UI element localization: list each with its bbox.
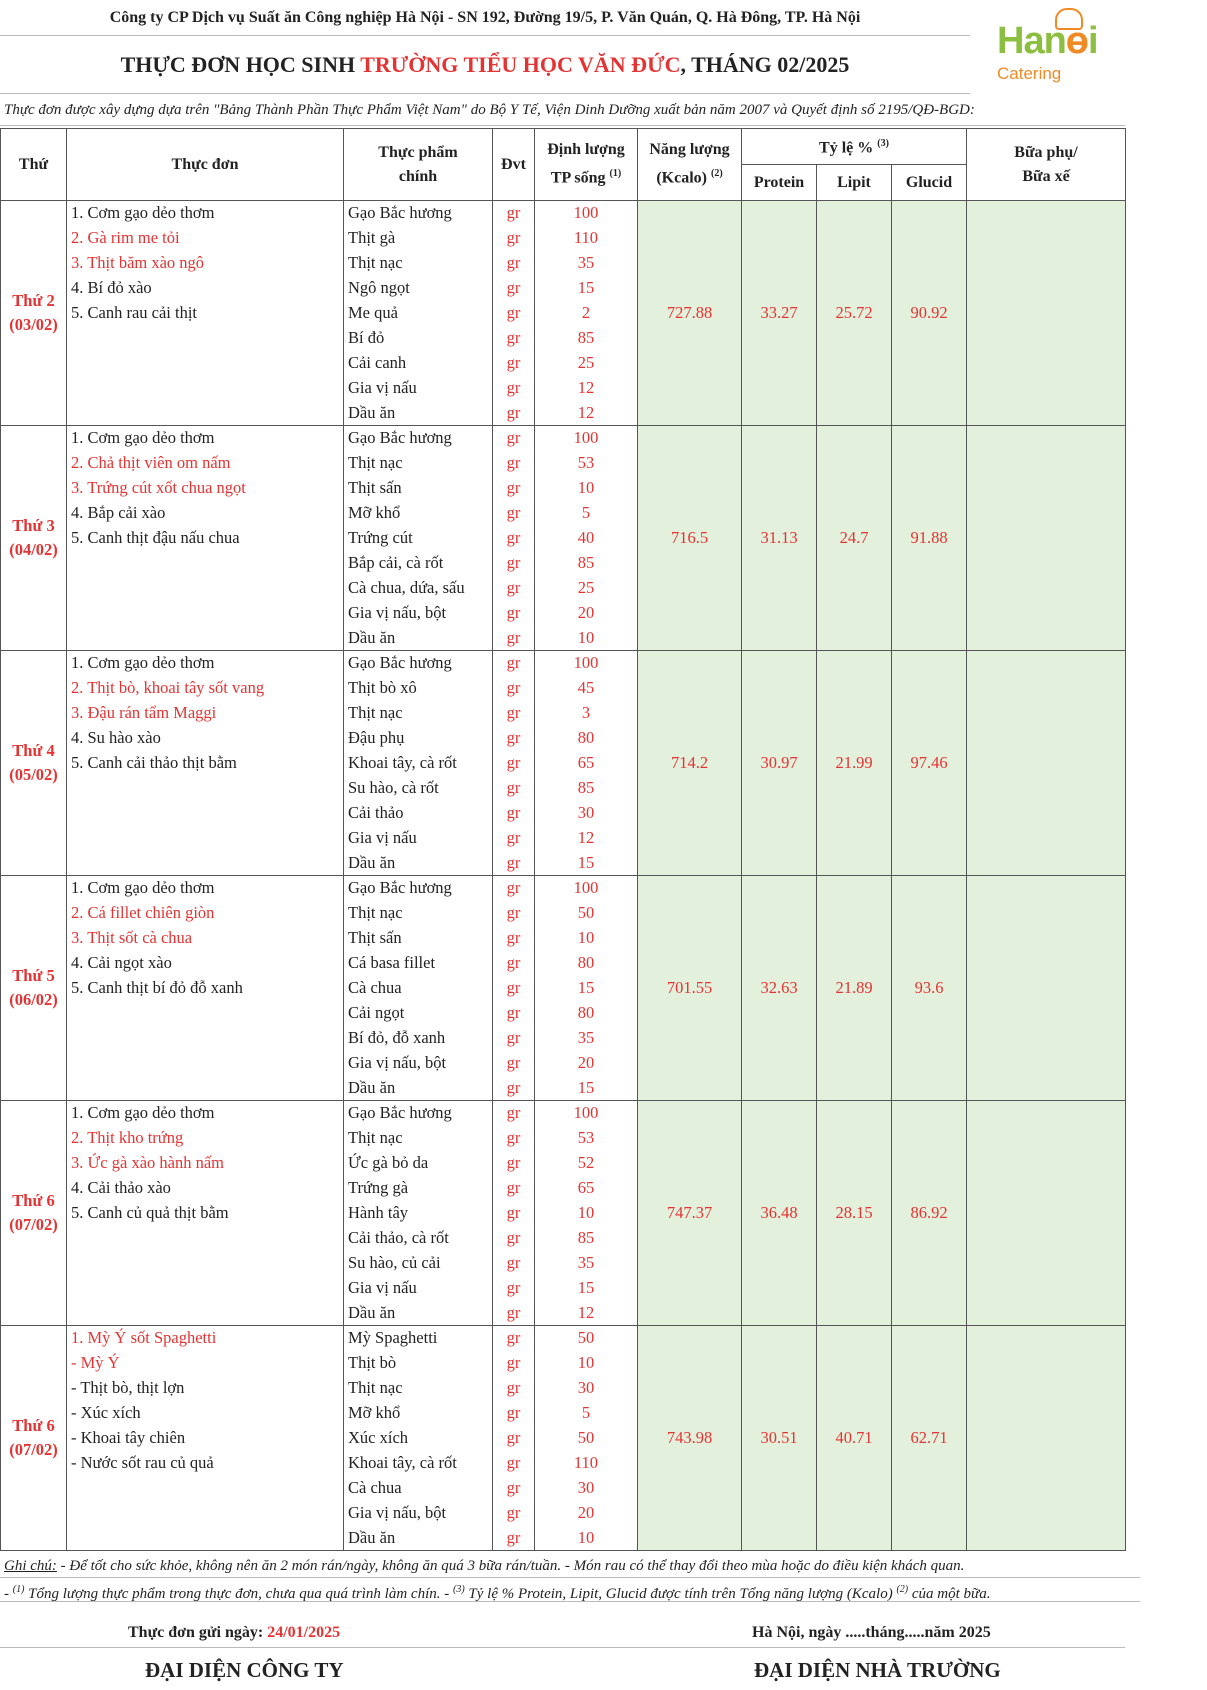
food-cell: Gạo Bắc hương xyxy=(344,876,493,901)
unit-cell: gr xyxy=(493,1226,535,1251)
unit-cell: gr xyxy=(493,801,535,826)
food-cell: Gia vị nấu, bột xyxy=(344,1051,493,1076)
food-cell: Mỳ Spaghetti xyxy=(344,1326,493,1351)
dish-cell: 2. Gà rim me tỏi xyxy=(67,226,344,251)
food-cell: Mỡ khổ xyxy=(344,1401,493,1426)
qty-cell: 10 xyxy=(535,1201,638,1226)
unit-cell: gr xyxy=(493,651,535,676)
food-cell: Thịt gà xyxy=(344,226,493,251)
food-cell: Me quả xyxy=(344,301,493,326)
qty-cell: 85 xyxy=(535,326,638,351)
dish-cell xyxy=(67,351,344,376)
qty-cell: 10 xyxy=(535,1526,638,1551)
qty-cell: 10 xyxy=(535,926,638,951)
food-cell: Gia vị nấu xyxy=(344,376,493,401)
unit-cell: gr xyxy=(493,1476,535,1501)
qty-cell: 65 xyxy=(535,1176,638,1201)
qty-cell: 30 xyxy=(535,1376,638,1401)
qty-cell: 50 xyxy=(535,1326,638,1351)
dish-cell xyxy=(67,1476,344,1501)
logo-brand: Hanɵi xyxy=(997,20,1098,62)
sign-company: ĐẠI DIỆN CÔNG TY xyxy=(145,1658,344,1682)
qty-cell: 100 xyxy=(535,1101,638,1126)
glucid-cell: 93.6 xyxy=(892,876,967,1101)
energy-cell: 714.2 xyxy=(638,651,742,876)
food-cell: Cải thảo, cà rốt xyxy=(344,1226,493,1251)
food-cell: Hành tây xyxy=(344,1201,493,1226)
unit-cell: gr xyxy=(493,201,535,226)
unit-cell: gr xyxy=(493,1351,535,1376)
dish-cell xyxy=(67,826,344,851)
dish-cell: 4. Bí đỏ xào xyxy=(67,276,344,301)
company-info: Công ty CP Dịch vụ Suất ăn Công nghiệp Hà Nội - SN 192, Đường 19/5, P. Văn Quán, Q. Hà Đông, TP. Hà Nội xyxy=(0,0,970,36)
qty-cell: 52 xyxy=(535,1151,638,1176)
unit-cell: gr xyxy=(493,476,535,501)
title-part1: THỰC ĐƠN HỌC SINH xyxy=(120,52,361,77)
dish-cell xyxy=(67,1301,344,1326)
extra-meal-cell xyxy=(967,651,1126,876)
unit-cell: gr xyxy=(493,1176,535,1201)
food-cell: Ức gà bỏ da xyxy=(344,1151,493,1176)
dish-cell xyxy=(67,1051,344,1076)
unit-cell: gr xyxy=(493,1001,535,1026)
table-row xyxy=(1,1326,1126,1351)
food-cell: Cải ngọt xyxy=(344,1001,493,1026)
sent-date: Thực đơn gửi ngày: 24/01/2025 xyxy=(128,1624,341,1641)
notes xyxy=(0,1554,1140,1602)
table-body xyxy=(1,201,1126,1551)
food-cell: Cà chua, dứa, sấu xyxy=(344,576,493,601)
unit-cell: gr xyxy=(493,826,535,851)
day-cell: Thứ 3 (04/02) xyxy=(1,426,67,651)
unit-cell: gr xyxy=(493,851,535,876)
unit-cell: gr xyxy=(493,1051,535,1076)
extra-meal-cell xyxy=(967,201,1126,426)
unit-cell: gr xyxy=(493,726,535,751)
unit-cell: gr xyxy=(493,1526,535,1551)
qty-cell: 15 xyxy=(535,1076,638,1101)
day-cell: Thứ 2 (03/02) xyxy=(1,201,67,426)
unit-cell: gr xyxy=(493,1326,535,1351)
dish-cell: 1. Cơm gạo dẻo thơm xyxy=(67,876,344,901)
food-cell: Dầu ăn xyxy=(344,626,493,651)
col-glucid: Glucid xyxy=(892,165,967,201)
food-cell: Mỡ khổ xyxy=(344,501,493,526)
food-cell: Gia vị nấu xyxy=(344,826,493,851)
table-row xyxy=(1,1101,1126,1126)
unit-cell: gr xyxy=(493,401,535,426)
qty-cell: 3 xyxy=(535,701,638,726)
dish-cell xyxy=(67,1276,344,1301)
qty-cell: 35 xyxy=(535,251,638,276)
dish-cell xyxy=(67,626,344,651)
food-cell: Thịt nạc xyxy=(344,901,493,926)
table-row xyxy=(1,876,1126,901)
food-cell: Cá basa fillet xyxy=(344,951,493,976)
qty-cell: 40 xyxy=(535,526,638,551)
food-cell: Dầu ăn xyxy=(344,851,493,876)
qty-cell: 30 xyxy=(535,801,638,826)
qty-cell: 25 xyxy=(535,576,638,601)
food-cell: Thịt bò xô xyxy=(344,676,493,701)
dish-cell: 1. Cơm gạo dẻo thơm xyxy=(67,201,344,226)
dish-cell: 2. Thịt bò, khoai tây sốt vang xyxy=(67,676,344,701)
table-row xyxy=(1,201,1126,226)
food-cell: Dầu ăn xyxy=(344,1301,493,1326)
sign-school: ĐẠI DIỆN NHÀ TRƯỜNG xyxy=(754,1658,1001,1682)
dish-cell: 5. Canh thịt đậu nấu chua xyxy=(67,526,344,551)
qty-cell: 85 xyxy=(535,1226,638,1251)
unit-cell: gr xyxy=(493,226,535,251)
dish-cell xyxy=(67,851,344,876)
dish-cell xyxy=(67,801,344,826)
dish-cell: 5. Canh rau cải thịt xyxy=(67,301,344,326)
dish-cell xyxy=(67,601,344,626)
energy-cell: 743.98 xyxy=(638,1326,742,1551)
food-cell: Gạo Bắc hương xyxy=(344,426,493,451)
qty-cell: 35 xyxy=(535,1251,638,1276)
table-row xyxy=(1,426,1126,451)
place-date: Hà Nội, ngày .....tháng.....năm 2025 xyxy=(752,1624,991,1641)
food-cell: Cải thảo xyxy=(344,801,493,826)
unit-cell: gr xyxy=(493,1451,535,1476)
unit-cell: gr xyxy=(493,1151,535,1176)
food-cell: Bí đỏ, đỗ xanh xyxy=(344,1026,493,1051)
food-cell: Đậu phụ xyxy=(344,726,493,751)
qty-cell: 85 xyxy=(535,776,638,801)
col-protein: Protein xyxy=(742,165,817,201)
dish-cell xyxy=(67,1226,344,1251)
lipit-cell: 28.15 xyxy=(817,1101,892,1326)
qty-cell: 15 xyxy=(535,851,638,876)
qty-cell: 80 xyxy=(535,1001,638,1026)
qty-cell: 25 xyxy=(535,351,638,376)
sent-date-line xyxy=(0,1618,1125,1648)
dish-cell: 4. Bắp cải xào xyxy=(67,501,344,526)
dish-cell xyxy=(67,1501,344,1526)
food-cell: Thịt sấn xyxy=(344,476,493,501)
unit-cell: gr xyxy=(493,601,535,626)
unit-cell: gr xyxy=(493,526,535,551)
dish-cell xyxy=(67,1251,344,1276)
glucid-cell: 86.92 xyxy=(892,1101,967,1326)
dish-cell xyxy=(67,1526,344,1551)
dish-cell: - Nước sốt rau củ quả xyxy=(67,1451,344,1476)
unit-cell: gr xyxy=(493,1426,535,1451)
qty-cell: 100 xyxy=(535,876,638,901)
dish-cell: 1. Cơm gạo dẻo thơm xyxy=(67,1101,344,1126)
dish-cell xyxy=(67,376,344,401)
title-part2: , THÁNG 02/2025 xyxy=(680,52,850,77)
qty-cell: 10 xyxy=(535,626,638,651)
food-cell: Thịt nạc xyxy=(344,251,493,276)
dish-cell: - Mỳ Ý xyxy=(67,1351,344,1376)
dish-cell: - Khoai tây chiên xyxy=(67,1426,344,1451)
dish-cell xyxy=(67,326,344,351)
qty-cell: 15 xyxy=(535,976,638,1001)
food-cell: Khoai tây, cà rốt xyxy=(344,751,493,776)
menu-basis-note: Thực đơn được xây dựng dựa trên "Bảng Thành Phần Thực Phẩm Việt Nam" do Bộ Y Tế, Viện Dinh Dưỡng xuất bản năm 2007 và Quyết định số 2195/QĐ-BGD: xyxy=(0,94,1125,126)
unit-cell: gr xyxy=(493,1251,535,1276)
qty-cell: 50 xyxy=(535,1426,638,1451)
glucid-cell: 90.92 xyxy=(892,201,967,426)
protein-cell: 30.51 xyxy=(742,1326,817,1551)
dish-cell: 4. Cải thảo xào xyxy=(67,1176,344,1201)
food-cell: Gia vị nấu, bột xyxy=(344,1501,493,1526)
unit-cell: gr xyxy=(493,1076,535,1101)
dish-cell: 3. Ức gà xào hành nấm xyxy=(67,1151,344,1176)
unit-cell: gr xyxy=(493,926,535,951)
unit-cell: gr xyxy=(493,751,535,776)
qty-cell: 20 xyxy=(535,1051,638,1076)
qty-cell: 53 xyxy=(535,451,638,476)
unit-cell: gr xyxy=(493,901,535,926)
food-cell: Su hào, cà rốt xyxy=(344,776,493,801)
unit-cell: gr xyxy=(493,576,535,601)
unit-cell: gr xyxy=(493,1026,535,1051)
col-lipit: Lipit xyxy=(817,165,892,201)
dish-cell: 3. Đậu rán tẩm Maggi xyxy=(67,701,344,726)
food-cell: Gạo Bắc hương xyxy=(344,201,493,226)
unit-cell: gr xyxy=(493,951,535,976)
dish-cell: 2. Thịt kho trứng xyxy=(67,1126,344,1151)
dish-cell: 2. Cá fillet chiên giòn xyxy=(67,901,344,926)
qty-cell: 80 xyxy=(535,726,638,751)
food-cell: Gia vị nấu, bột xyxy=(344,601,493,626)
food-cell: Dầu ăn xyxy=(344,401,493,426)
unit-cell: gr xyxy=(493,451,535,476)
unit-cell: gr xyxy=(493,1301,535,1326)
qty-cell: 110 xyxy=(535,226,638,251)
qty-cell: 5 xyxy=(535,1401,638,1426)
day-cell: Thứ 6 (07/02) xyxy=(1,1101,67,1326)
protein-cell: 32.63 xyxy=(742,876,817,1101)
col-food: Thực phẩm chính xyxy=(344,129,493,201)
dish-cell: 2. Chả thịt viên om nấm xyxy=(67,451,344,476)
table-row xyxy=(1,651,1126,676)
unit-cell: gr xyxy=(493,1101,535,1126)
dish-cell xyxy=(67,1001,344,1026)
logo-sub: Catering xyxy=(997,64,1062,83)
glucid-cell: 62.71 xyxy=(892,1326,967,1551)
day-cell: Thứ 6 (07/02) xyxy=(1,1326,67,1551)
unit-cell: gr xyxy=(493,976,535,1001)
day-cell: Thứ 5 (06/02) xyxy=(1,876,67,1101)
protein-cell: 36.48 xyxy=(742,1101,817,1326)
qty-cell: 10 xyxy=(535,1351,638,1376)
lipit-cell: 25.72 xyxy=(817,201,892,426)
hanoi-catering-logo xyxy=(985,6,1115,90)
dish-cell: 5. Canh củ quả thịt bằm xyxy=(67,1201,344,1226)
extra-meal-cell xyxy=(967,1101,1126,1326)
title-school: TRƯỜNG TIỂU HỌC VĂN ĐỨC xyxy=(360,52,681,77)
qty-cell: 85 xyxy=(535,551,638,576)
unit-cell: gr xyxy=(493,1126,535,1151)
qty-cell: 2 xyxy=(535,301,638,326)
col-qty: Định lượng TP sống $^{(1)}$ xyxy=(535,129,638,201)
food-cell: Cà chua xyxy=(344,1476,493,1501)
protein-cell: 30.97 xyxy=(742,651,817,876)
day-cell: Thứ 4 (05/02) xyxy=(1,651,67,876)
qty-cell: 20 xyxy=(535,601,638,626)
dish-cell xyxy=(67,551,344,576)
qty-cell: 53 xyxy=(535,1126,638,1151)
unit-cell: gr xyxy=(493,276,535,301)
unit-cell: gr xyxy=(493,1201,535,1226)
page-title xyxy=(0,36,970,94)
lipit-cell: 24.7 xyxy=(817,426,892,651)
qty-cell: 15 xyxy=(535,1276,638,1301)
unit-cell: gr xyxy=(493,1376,535,1401)
dish-cell xyxy=(67,1076,344,1101)
unit-cell: gr xyxy=(493,376,535,401)
col-menu: Thực đơn xyxy=(67,129,344,201)
food-cell: Thịt sấn xyxy=(344,926,493,951)
food-cell: Gia vị nấu xyxy=(344,1276,493,1301)
dish-cell: 4. Cải ngọt xào xyxy=(67,951,344,976)
qty-cell: 35 xyxy=(535,1026,638,1051)
note-label: Ghi chú: xyxy=(4,1558,57,1574)
food-cell: Xúc xích xyxy=(344,1426,493,1451)
unit-cell: gr xyxy=(493,626,535,651)
food-cell: Khoai tây, cà rốt xyxy=(344,1451,493,1476)
food-cell: Gạo Bắc hương xyxy=(344,1101,493,1126)
dish-cell: 1. Cơm gạo dẻo thơm xyxy=(67,651,344,676)
food-cell: Thịt bò xyxy=(344,1351,493,1376)
food-cell: Bí đỏ xyxy=(344,326,493,351)
food-cell: Thịt nạc xyxy=(344,1376,493,1401)
dish-cell xyxy=(67,1026,344,1051)
qty-cell: 12 xyxy=(535,1301,638,1326)
dish-cell: 1. Mỳ Ý sốt Spaghetti xyxy=(67,1326,344,1351)
col-unit: Đvt xyxy=(493,129,535,201)
extra-meal-cell xyxy=(967,1326,1126,1551)
qty-cell: 15 xyxy=(535,276,638,301)
qty-cell: 10 xyxy=(535,476,638,501)
energy-cell: 701.55 xyxy=(638,876,742,1101)
food-cell: Thịt nạc xyxy=(344,451,493,476)
table-header xyxy=(1,129,1126,201)
food-cell: Ngô ngọt xyxy=(344,276,493,301)
unit-cell: gr xyxy=(493,251,535,276)
qty-cell: 45 xyxy=(535,676,638,701)
unit-cell: gr xyxy=(493,776,535,801)
unit-cell: gr xyxy=(493,1501,535,1526)
extra-meal-cell xyxy=(967,876,1126,1101)
dish-cell xyxy=(67,401,344,426)
unit-cell: gr xyxy=(493,351,535,376)
food-cell: Thịt nạc xyxy=(344,701,493,726)
food-cell: Dầu ăn xyxy=(344,1526,493,1551)
unit-cell: gr xyxy=(493,1276,535,1301)
unit-cell: gr xyxy=(493,501,535,526)
food-cell: Cải canh xyxy=(344,351,493,376)
qty-cell: 5 xyxy=(535,501,638,526)
lipit-cell: 21.89 xyxy=(817,876,892,1101)
extra-meal-cell xyxy=(967,426,1126,651)
food-cell: Trứng cút xyxy=(344,526,493,551)
dish-cell: 4. Su hào xào xyxy=(67,726,344,751)
food-cell: Gạo Bắc hương xyxy=(344,651,493,676)
qty-cell: 80 xyxy=(535,951,638,976)
menu-table xyxy=(0,128,1126,1551)
dish-cell: 1. Cơm gạo dẻo thơm xyxy=(67,426,344,451)
glucid-cell: 97.46 xyxy=(892,651,967,876)
lipit-cell: 40.71 xyxy=(817,1326,892,1551)
col-ratio: Tỷ lệ % $^{(3)}$ xyxy=(742,129,967,165)
unit-cell: gr xyxy=(493,701,535,726)
dish-cell: - Thịt bò, thịt lợn xyxy=(67,1376,344,1401)
unit-cell: gr xyxy=(493,301,535,326)
note-line-2: - $^{(1)}$ Tổng lượng thực phẩm trong thực đơn, chưa qua quá trình làm chín. - $^{(3)}$ Tỷ lệ % Protein, Lipit, Glucid được tính trên Tổng năng lượng (Kcalo) $^{(2)}$ của một bữa. xyxy=(0,1578,1140,1602)
unit-cell: gr xyxy=(493,326,535,351)
food-cell: Bắp cải, cà rốt xyxy=(344,551,493,576)
dish-cell: 5. Canh cải thảo thịt bằm xyxy=(67,751,344,776)
unit-cell: gr xyxy=(493,1401,535,1426)
qty-cell: 20 xyxy=(535,1501,638,1526)
qty-cell: 12 xyxy=(535,401,638,426)
dish-cell: 3. Thịt sốt cà chua xyxy=(67,926,344,951)
unit-cell: gr xyxy=(493,426,535,451)
food-cell: Cà chua xyxy=(344,976,493,1001)
food-cell: Su hào, củ cải xyxy=(344,1251,493,1276)
signature-line xyxy=(0,1650,1125,1690)
qty-cell: 100 xyxy=(535,426,638,451)
qty-cell: 30 xyxy=(535,1476,638,1501)
protein-cell: 33.27 xyxy=(742,201,817,426)
unit-cell: gr xyxy=(493,676,535,701)
lipit-cell: 21.99 xyxy=(817,651,892,876)
qty-cell: 12 xyxy=(535,826,638,851)
energy-cell: 727.88 xyxy=(638,201,742,426)
dish-cell: - Xúc xích xyxy=(67,1401,344,1426)
unit-cell: gr xyxy=(493,876,535,901)
dish-cell: 5. Canh thịt bí đỏ đỗ xanh xyxy=(67,976,344,1001)
col-energy: Năng lượng (Kcalo) $^{(2)}$ xyxy=(638,129,742,201)
qty-cell: 50 xyxy=(535,901,638,926)
col-day: Thứ xyxy=(1,129,67,201)
qty-cell: 110 xyxy=(535,1451,638,1476)
energy-cell: 747.37 xyxy=(638,1101,742,1326)
protein-cell: 31.13 xyxy=(742,426,817,651)
energy-cell: 716.5 xyxy=(638,426,742,651)
glucid-cell: 91.88 xyxy=(892,426,967,651)
unit-cell: gr xyxy=(493,551,535,576)
col-extra: Bữa phụ/ Bữa xế xyxy=(967,129,1126,201)
qty-cell: 100 xyxy=(535,651,638,676)
dish-cell: 3. Thịt băm xào ngô xyxy=(67,251,344,276)
food-cell: Thịt nạc xyxy=(344,1126,493,1151)
dish-cell xyxy=(67,776,344,801)
qty-cell: 100 xyxy=(535,201,638,226)
qty-cell: 12 xyxy=(535,376,638,401)
qty-cell: 65 xyxy=(535,751,638,776)
dish-cell: 3. Trứng cút xốt chua ngọt xyxy=(67,476,344,501)
dish-cell xyxy=(67,576,344,601)
note-line-1: Ghi chú: - Để tốt cho sức khỏe, không nên ăn 2 món rán/ngày, không ăn quá 3 bữa rán/tuần. - Món rau có thể thay đổi theo mùa hoặc do điều kiện khách quan. xyxy=(0,1554,1140,1578)
food-cell: Dầu ăn xyxy=(344,1076,493,1101)
food-cell: Trứng gà xyxy=(344,1176,493,1201)
